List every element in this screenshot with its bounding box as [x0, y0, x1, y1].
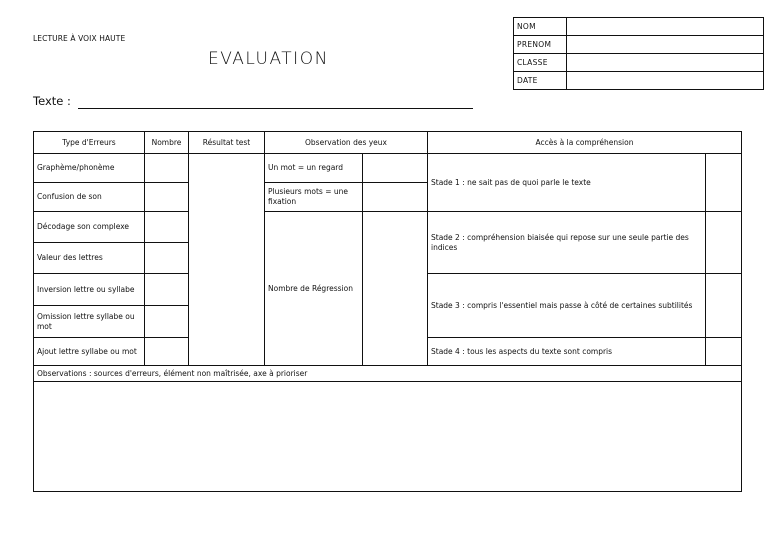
count-cell-2[interactable] — [145, 183, 189, 212]
header-observation-yeux: Observation des yeux — [265, 132, 428, 154]
observation-plusieurs-mots: Plusieurs mots = une fixation — [265, 183, 363, 212]
count-cell-3[interactable] — [145, 212, 189, 243]
document-label: LECTURE À VOIX HAUTE — [33, 34, 126, 43]
count-cell-5[interactable] — [145, 274, 189, 306]
count-cell-1[interactable] — [145, 154, 189, 183]
header-type-erreurs: Type d'Erreurs — [34, 132, 145, 154]
info-value-date[interactable] — [567, 72, 764, 90]
error-type-grapheme: Graphème/phonème — [34, 154, 145, 183]
info-value-nom[interactable] — [567, 18, 764, 36]
info-value-prenom[interactable] — [567, 36, 764, 54]
count-cell-7[interactable] — [145, 338, 189, 366]
observation-un-mot: Un mot = un regard — [265, 154, 363, 183]
observation-regression-value[interactable] — [363, 212, 428, 366]
observation-un-mot-value[interactable] — [363, 154, 428, 183]
stade-2: Stade 2 : compréhension biaisée qui repose sur une seule partie des indices — [428, 212, 706, 274]
stade-4-check[interactable] — [706, 338, 742, 366]
header-nombre: Nombre — [145, 132, 189, 154]
observations-label: Observations : sources d'erreurs, élément non maîtrisée, axe à prioriser — [34, 366, 742, 382]
page-title: EVALUATION — [208, 49, 329, 69]
texte-input-line[interactable] — [78, 108, 473, 109]
error-type-valeur-lettres: Valeur des lettres — [34, 243, 145, 274]
student-info-table — [513, 17, 764, 90]
count-cell-4[interactable] — [145, 243, 189, 274]
info-label-date: DATE — [514, 72, 567, 90]
info-label-prenom: PRENOM — [514, 36, 567, 54]
stade-2-check[interactable] — [706, 212, 742, 274]
error-type-ajout: Ajout lettre syllabe ou mot — [34, 338, 145, 366]
observations-area[interactable] — [34, 382, 742, 492]
stade-3-check[interactable] — [706, 274, 742, 338]
info-label-nom: NOM — [514, 18, 567, 36]
error-type-omission: Omission lettre syllabe ou mot — [34, 306, 145, 338]
header-acces-comprehension: Accès à la compréhension — [428, 132, 742, 154]
error-type-inversion: Inversion lettre ou syllabe — [34, 274, 145, 306]
count-cell-6[interactable] — [145, 306, 189, 338]
error-type-decodage: Décodage son complexe — [34, 212, 145, 243]
header-resultat-test: Résultat test — [189, 132, 265, 154]
stade-1-check[interactable] — [706, 154, 742, 212]
resultat-test-cell[interactable] — [189, 154, 265, 366]
observation-plusieurs-mots-value[interactable] — [363, 183, 428, 212]
texte-label: Texte : — [33, 94, 71, 108]
stade-3: Stade 3 : compris l'essentiel mais passe à côté de certaines subtilités — [428, 274, 706, 338]
stade-1: Stade 1 : ne sait pas de quoi parle le texte — [428, 154, 706, 212]
info-label-classe: CLASSE — [514, 54, 567, 72]
evaluation-table — [33, 131, 742, 492]
info-value-classe[interactable] — [567, 54, 764, 72]
stade-4: Stade 4 : tous les aspects du texte sont compris — [428, 338, 706, 366]
observation-regression: Nombre de Régression — [265, 212, 363, 366]
error-type-confusion-son: Confusion de son — [34, 183, 145, 212]
